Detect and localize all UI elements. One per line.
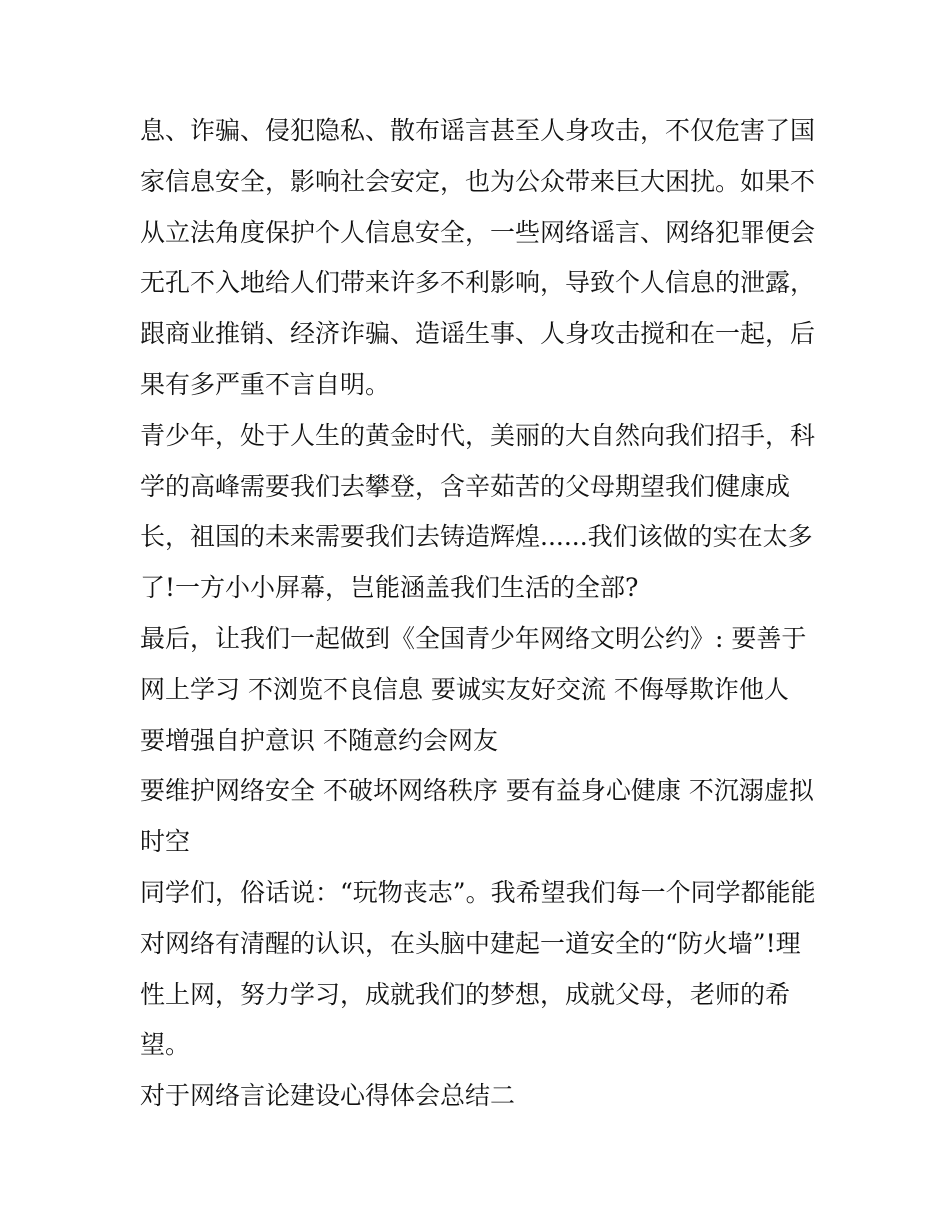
- text-line: 从立法角度保护个人信息安全，一些网络谣言、网络犯罪便会: [140, 217, 816, 247]
- text-line: 望。: [140, 1030, 191, 1060]
- text-line: 时空: [140, 827, 191, 857]
- text-line: 同学们，俗话说：“玩物丧志”。我希望我们每一个同学都能能: [140, 877, 816, 907]
- text-line: 跟商业推销、经济诈骗、造谣生事、人身攻击搅和在一起，后: [140, 319, 816, 349]
- text-line: 家信息安全，影响社会安定，也为公众带来巨大困扰。如果不: [140, 166, 816, 196]
- text-line: 要维护网络安全 不破坏网络秩序 要有益身心健康 不沉溺虚拟: [140, 776, 814, 806]
- text-line: 青少年，处于人生的黄金时代，美丽的大自然向我们招手，科: [140, 420, 816, 450]
- document-body: [140, 106, 830, 1122]
- text-line: 果有多严重不言自明。: [140, 369, 391, 399]
- text-line: 无孔不入地给人们带来许多不利影响，导致个人信息的泄露，: [140, 268, 816, 298]
- text-line: 要增强自护意识 不随意约会网友: [140, 725, 498, 755]
- text-line: 长，祖国的未来需要我们去铸造辉煌......我们该做的实在太多: [140, 522, 813, 552]
- text-line: 对网络有清醒的认识，在头脑中建起一道安全的“防火墙”!理: [140, 928, 801, 958]
- text-line: 息、诈骗、侵犯隐私、散布谣言甚至人身攻击，不仅危害了国: [140, 116, 816, 145]
- text-line: 了!一方小小屏幕，岂能涵盖我们生活的全部?: [140, 573, 639, 603]
- text-line: 最后，让我们一起做到《全国青少年网络文明公约》: 要善于: [140, 623, 807, 653]
- text-line: 学的高峰需要我们去攀登，含辛茹苦的父母期望我们健康成: [140, 471, 791, 501]
- text-line: 网上学习 不浏览不良信息 要诚实友好交流 不侮辱欺诈他人: [140, 674, 789, 704]
- text-line: 性上网，努力学习，成就我们的梦想，成就父母，老师的希: [140, 979, 791, 1009]
- section-heading: 对于网络言论建设心得体会总结二: [140, 1081, 516, 1111]
